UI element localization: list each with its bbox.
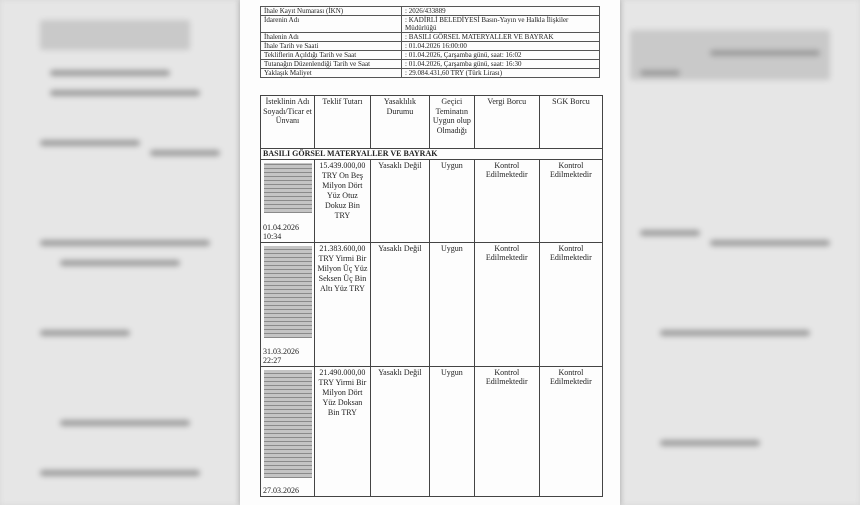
info-label: İhalenin Adı	[261, 33, 402, 42]
table-header-row	[261, 96, 603, 149]
blurred-background-left	[0, 0, 240, 505]
prohibition-status: Yasaklı Değil	[370, 243, 429, 367]
table-row	[261, 243, 603, 367]
col-header-amount: Teklif Tutarı	[314, 96, 370, 149]
info-value: : 29.084.431,60 TRY (Türk Lirası)	[402, 69, 600, 78]
redacted-bidder-name	[264, 370, 312, 478]
bids-table	[260, 95, 603, 497]
info-row	[261, 51, 600, 60]
info-label: İhale Tarih ve Saati	[261, 42, 402, 51]
col-header-prohibition: Yasaklılık Durumu	[370, 96, 429, 149]
info-row	[261, 33, 600, 42]
tax-debt-status: Kontrol Edilmektedir	[474, 160, 539, 243]
tender-info-table	[260, 6, 600, 78]
info-row	[261, 42, 600, 51]
blurred-background-right	[620, 0, 860, 505]
info-value: : 2026/433889	[402, 7, 600, 16]
tax-debt-status: Kontrol Edilmektedir	[474, 367, 539, 497]
info-label: Tutanağın Düzenlendiği Tarih ve Saat	[261, 60, 402, 69]
info-value: : KADİRLİ BELEDİYESİ Basın-Yayın ve Halkla İlişkiler Müdürlüğü	[402, 16, 600, 33]
info-label: İdarenin Adı	[261, 16, 402, 33]
col-header-sgk: SGK Borcu	[539, 96, 602, 149]
col-header-guarantee: Geçici Teminatın Uygun olup Olmadığı	[429, 96, 474, 149]
tax-debt-status: Kontrol Edilmektedir	[474, 243, 539, 367]
info-value: : 01.04.2026, Çarşamba günü, saat: 16:30	[402, 60, 600, 69]
bidder-cell	[261, 243, 315, 367]
guarantee-status: Uygun	[429, 367, 474, 497]
info-label: İhale Kayıt Numarası (İKN)	[261, 7, 402, 16]
bid-datetime: 31.03.2026 22:27	[263, 347, 299, 365]
section-title: BASILI GÖRSEL MATERYALLER VE BAYRAK	[261, 149, 603, 160]
prohibition-status: Yasaklı Değil	[370, 160, 429, 243]
info-label: Yaklaşık Maliyet	[261, 69, 402, 78]
info-row	[261, 16, 600, 33]
sgk-debt-status: Kontrol Edilmektedir	[539, 160, 602, 243]
info-value: : BASILI GÖRSEL MATERYALLER VE BAYRAK	[402, 33, 600, 42]
sgk-debt-status: Kontrol Edilmektedir	[539, 367, 602, 497]
bid-datetime: 27.03.2026	[263, 486, 299, 495]
col-header-tax: Vergi Borcu	[474, 96, 539, 149]
document-page	[240, 0, 620, 505]
bid-amount: 21.383.600,00 TRY Yirmi Bir Milyon Üç Yüz Seksen Üç Bin Altı Yüz TRY	[314, 243, 370, 367]
redacted-bidder-name	[264, 163, 312, 213]
bid-datetime: 01.04.2026 10:34	[263, 223, 299, 241]
info-value: : 01.04.2026 16:00:00	[402, 42, 600, 51]
info-value: : 01.04.2026, Çarşamba günü, saat: 16:02	[402, 51, 600, 60]
info-label: Tekliflerin Açıldığı Tarih ve Saat	[261, 51, 402, 60]
bid-amount: 21.490.000,00 TRY Yirmi Bir Milyon Dört Yüz Doksan Bin TRY	[314, 367, 370, 497]
table-row	[261, 367, 603, 497]
section-title-row	[261, 149, 603, 160]
sgk-debt-status: Kontrol Edilmektedir	[539, 243, 602, 367]
info-row	[261, 7, 600, 16]
redacted-bidder-name	[264, 246, 312, 338]
col-header-bidder: İsteklinin Adı Soyadı/Ticar et Ünvanı	[261, 96, 315, 149]
table-row	[261, 160, 603, 243]
guarantee-status: Uygun	[429, 160, 474, 243]
bid-amount: 15.439.000,00 TRY On Beş Milyon Dört Yüz Otuz Dokuz Bin TRY	[314, 160, 370, 243]
info-row	[261, 69, 600, 78]
info-row	[261, 60, 600, 69]
bidder-cell	[261, 367, 315, 497]
prohibition-status: Yasaklı Değil	[370, 367, 429, 497]
guarantee-status: Uygun	[429, 243, 474, 367]
bidder-cell	[261, 160, 315, 243]
